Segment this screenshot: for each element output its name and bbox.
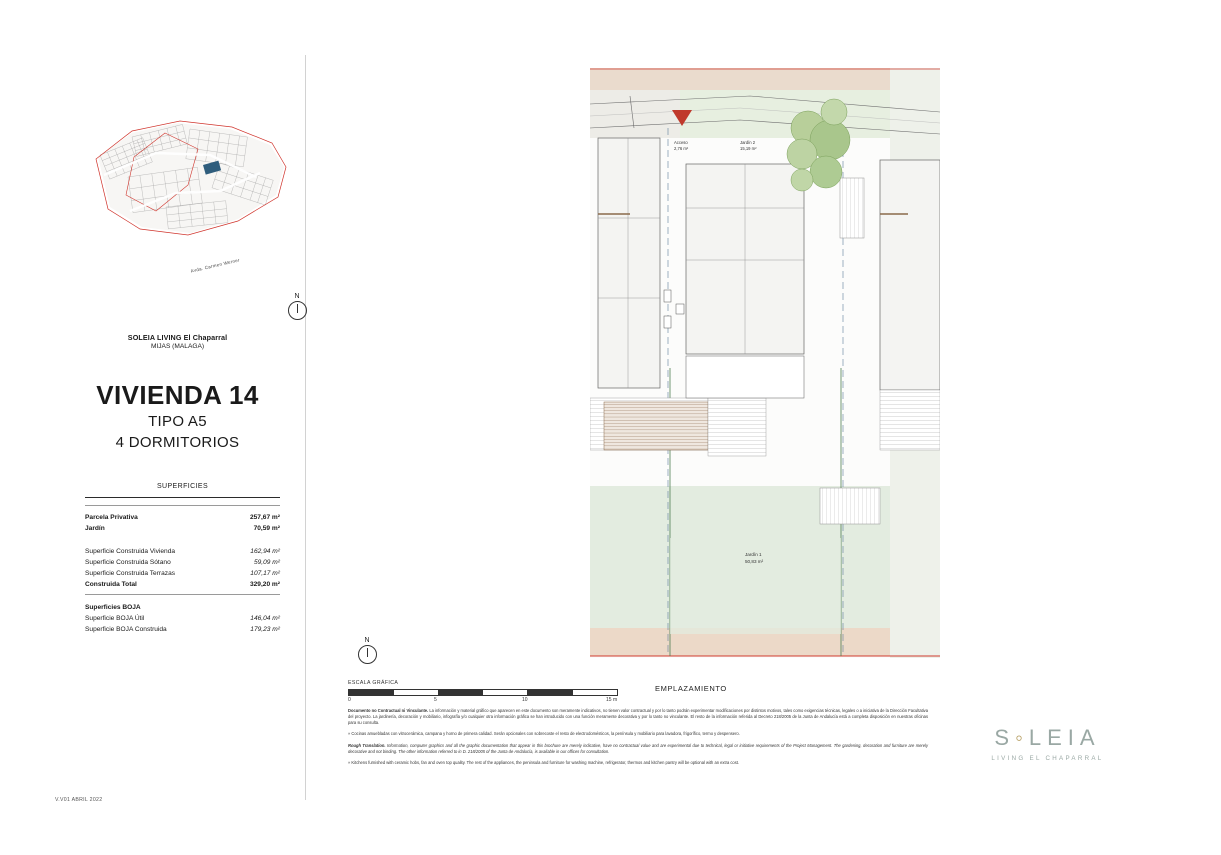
surface-label: Superficie Construida Sótano xyxy=(85,559,171,566)
project-location: MIJAS (MALAGA) xyxy=(150,343,205,350)
north-circle-icon xyxy=(288,301,307,320)
surface-label: Superficie Construida Vivienda xyxy=(85,548,176,555)
legal-paragraph-en xyxy=(348,743,928,755)
vertical-divider xyxy=(305,55,306,800)
north-circle-icon xyxy=(358,645,377,664)
legal-kitchen-es: » Cocinas amuebladas con vitrocerámica, campana y horno de primera calidad. Serán opcionales con sobrecoste el resto de electrodomésticos, la península y mobiliario para lavadora, frigorífico, termo y despensero. xyxy=(348,731,740,737)
table-row xyxy=(85,559,280,570)
table-row xyxy=(85,548,280,559)
table-row xyxy=(85,514,280,525)
surface-label: Parcela Privativa xyxy=(85,514,138,521)
svg-text:Jardín 1: Jardín 1 xyxy=(745,552,762,557)
site-plan-drawing xyxy=(590,68,940,658)
scale-tick: 10 xyxy=(522,697,528,703)
north-arrow-keymap xyxy=(280,293,314,320)
boja-table xyxy=(85,604,280,637)
surface-value: 59,09 m² xyxy=(253,559,280,566)
boja-value: 179,23 m² xyxy=(250,626,280,633)
boja-heading-row xyxy=(85,604,280,615)
table-row xyxy=(85,581,280,592)
legal-body-en: Information, computer graphics and all the graphic documentation that appear in this brochure are merely indicative, have no contractual value and are experimental due to technical, legal or initiative requirements of the Project Management. The gardening, decoration and furniture are merely decorative and not binding. The other information referred to in D. 218/2005 of the Junta de Andalucía, is available in our offices for consultation. xyxy=(348,742,928,754)
scale-tick: 15 m xyxy=(606,697,618,703)
document-version: V.V01 ABRIL 2022 xyxy=(55,797,103,803)
legal-disclaimer xyxy=(348,708,928,771)
surface-value: 329,20 m² xyxy=(249,581,280,588)
north-letter: N xyxy=(294,293,300,300)
boja-label: Superficie BOJA Útil xyxy=(85,615,145,622)
surface-value: 257,67 m² xyxy=(249,514,280,521)
brand-name-part1: S xyxy=(994,725,1016,750)
unit-bedrooms: 4 DORMITORIOS xyxy=(115,434,240,451)
scale-title: ESCALA GRÁFICA xyxy=(348,680,399,686)
graphic-scale xyxy=(348,680,620,706)
keymap-street-label: Avda. Carmen Werner xyxy=(190,257,241,274)
surface-value: 107,17 m² xyxy=(250,570,280,577)
surface-label: Jardín xyxy=(85,525,105,532)
boja-label: Superficie BOJA Construida xyxy=(85,626,167,633)
surfaces-heading: SUPERFICIES xyxy=(156,483,209,490)
surface-value: 70,59 m² xyxy=(253,525,280,532)
legal-paragraph-es xyxy=(348,708,928,726)
scale-tick: 0 xyxy=(348,697,351,703)
north-arrow-plan xyxy=(350,637,384,664)
unit-type: TIPO A5 xyxy=(148,413,207,430)
surface-label: Construida Total xyxy=(85,581,137,588)
surfaces-table xyxy=(85,514,280,592)
divider-line xyxy=(85,594,280,595)
legal-lead-en: Rough Translation. xyxy=(348,742,386,748)
drawing-title: EMPLAZAMIENTO xyxy=(655,684,727,693)
surface-value: 162,94 m² xyxy=(250,548,280,555)
svg-text:Acceso: Acceso xyxy=(674,140,688,145)
left-info-panel xyxy=(55,55,300,800)
scale-tick-labels xyxy=(348,697,620,706)
divider-line xyxy=(85,505,280,506)
svg-text:50,83 m²: 50,83 m² xyxy=(745,559,764,564)
page-title: VIVIENDA 14 xyxy=(96,380,259,410)
table-row xyxy=(85,570,280,581)
brand-logo xyxy=(975,725,1120,762)
site-key-map xyxy=(70,115,300,274)
boja-value: 146,04 m² xyxy=(250,615,280,622)
project-name: SOLEIA LIVING El Chaparral xyxy=(127,333,228,342)
brand-accent-o: ◦ xyxy=(1015,725,1029,750)
brand-name-part2: LEIA xyxy=(1028,725,1101,750)
scale-bar xyxy=(348,689,618,696)
legal-lead-es: Documento no Contractual ni Vinculante. xyxy=(348,708,429,713)
svg-text:15,19 m²: 15,19 m² xyxy=(740,146,757,151)
brand-tagline: LIVING EL CHAPARRAL xyxy=(991,755,1104,762)
surface-label: Superficie Construida Terrazas xyxy=(85,570,176,577)
brand-name xyxy=(975,725,1120,751)
legal-body-es: La información y material gráfico que aparecen en este documento son meramente indicativos, no tienen valor contractual y por lo tanto podrán experimentar modificaciones por distintos motivos, tales como exigencias técnicas, legales o a iniciativa de la Dirección Facultativa del proyecto. La jardinería, decoración y mobiliario, infografía y/o cualquier otra información gráfica se han introducido con una función meramente decorativa y por lo tanto no vinculante. El resto de la información referida al Decreto 218/2005 de la Junta de Andalucía está a completa disposición en nuestras oficinas para su consulta. xyxy=(348,708,929,726)
svg-text:Jardín 2: Jardín 2 xyxy=(740,140,756,145)
divider-line xyxy=(85,497,280,498)
north-letter: N xyxy=(364,637,370,644)
legal-kitchen-en: » Kitchens furnished with ceramic hobs, fan and oven top quality. The rest of the appliances, the peninsula and furniture for washing machine, refrigerator, thermos and kitchen pantry will be optional with an extra cost. xyxy=(348,759,740,765)
svg-text:2,76 m²: 2,76 m² xyxy=(674,146,689,151)
table-row xyxy=(85,525,280,536)
scale-tick: 5 xyxy=(434,697,437,703)
table-row xyxy=(85,615,280,626)
table-row xyxy=(85,626,280,637)
boja-heading: Superficies BOJA xyxy=(85,604,141,611)
